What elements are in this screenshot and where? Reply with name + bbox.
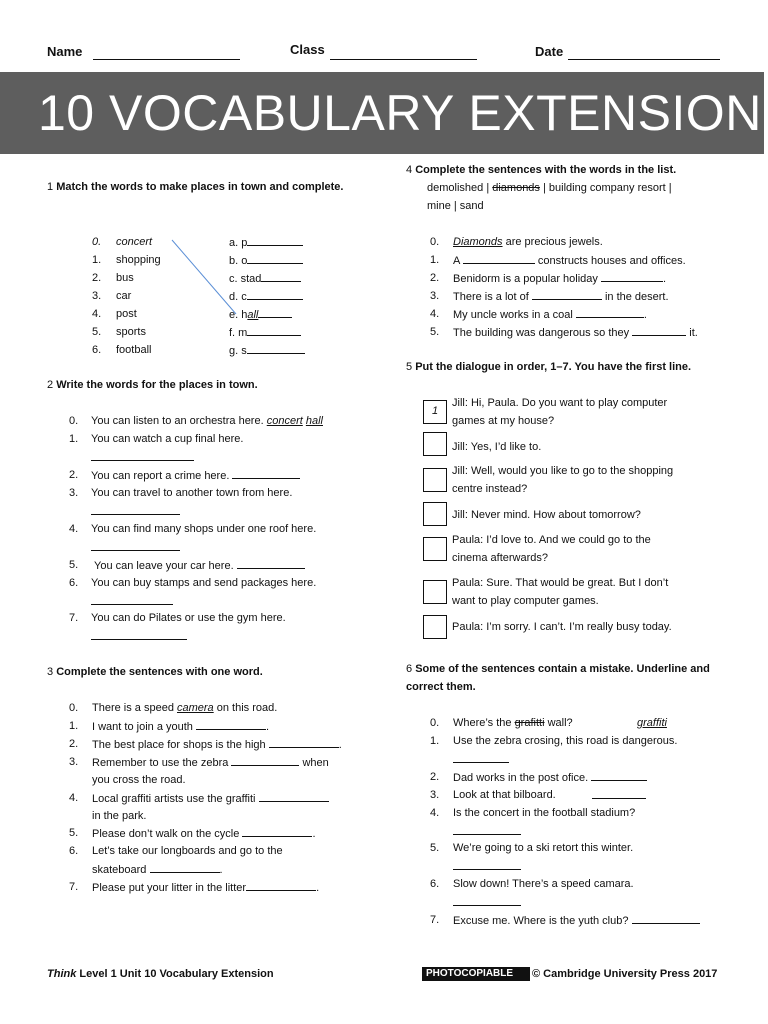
match-option[interactable]: c. stad (229, 271, 301, 286)
item-number: 7. (430, 914, 440, 926)
item-number: 4. (430, 807, 440, 819)
section-6-title (406, 660, 726, 696)
photocopiable-badge: PHOTOCOPIABLE (422, 967, 530, 981)
item-number: 5. (430, 842, 440, 854)
answer-blank[interactable] (453, 752, 509, 767)
item-text[interactable]: Excuse me. Where is the yuth club? (453, 913, 700, 928)
item-text: You can listen to an orchestra here. concert hall (91, 415, 323, 427)
match-num: 5. (92, 326, 102, 338)
page-title: 10 VOCABULARY EXTENSION (38, 85, 762, 141)
item-number: 4. (430, 308, 440, 320)
item-text: Diamonds are precious jewels. (453, 236, 603, 248)
date-field[interactable] (568, 59, 720, 60)
match-num: 1. (92, 254, 102, 266)
item-text: You can watch a cup final here. (91, 433, 244, 445)
answer-blank[interactable] (91, 450, 194, 465)
word-list: demolished | diamonds | building company resort | (427, 182, 672, 194)
dialogue-line: Jill: Yes, I’d like to. (452, 441, 542, 453)
class-field[interactable] (330, 59, 477, 60)
order-box[interactable] (423, 432, 447, 456)
item-text[interactable]: I want to join a youth . (92, 721, 270, 733)
match-option[interactable]: e. hall (229, 307, 292, 322)
item-text: You can buy stamps and send packages here. (91, 577, 317, 589)
item-number: 5. (430, 326, 440, 338)
match-num: 3. (92, 290, 102, 302)
date-label: Date (535, 44, 564, 59)
order-box[interactable] (423, 615, 447, 639)
answer-blank[interactable] (91, 504, 180, 519)
match-num: 6. (92, 344, 102, 356)
item-text[interactable]: Look at that bilboard. (453, 789, 556, 801)
class-label: Class (290, 42, 325, 57)
item-text: You can find many shops under one roof here. (91, 523, 317, 535)
item-number: 2. (430, 272, 440, 284)
item-number: 1. (69, 720, 79, 732)
section-4-instruction: Complete the sentences with the words in the list. (415, 164, 677, 176)
item-text[interactable]: Dad works in the post ofice. (453, 770, 647, 785)
item-text[interactable]: There is a lot of in the desert. (453, 291, 669, 303)
item-number: 0. (69, 702, 79, 714)
name-field[interactable] (93, 59, 240, 60)
answer-blank[interactable] (453, 859, 521, 874)
match-option[interactable]: g. s (229, 343, 305, 358)
section-1-instruction: Match the words to make places in town and complete. (56, 181, 344, 193)
item-number: 1. (69, 433, 79, 445)
item-number: 0. (430, 236, 440, 248)
item-text[interactable]: We’re going to a ski retort this winter. (453, 842, 634, 854)
dialogue-line: centre instead? (452, 483, 528, 495)
match-word: shopping (116, 254, 161, 266)
footer-book: Think (47, 968, 77, 980)
answer-blank[interactable] (91, 540, 180, 555)
item-text: Let’s take our longboards and go to the (92, 845, 283, 857)
match-word: bus (116, 272, 134, 284)
match-word: sports (116, 326, 146, 338)
dialogue-line: games at my house? (452, 415, 555, 427)
section-5-title (406, 358, 736, 376)
item-text[interactable]: My uncle works in a coal . (453, 309, 647, 321)
item-text: in the park. (92, 810, 147, 822)
section-number: 2 (47, 379, 54, 391)
item-text[interactable]: Benidorm is a popular holiday . (453, 273, 667, 285)
match-num: 2. (92, 272, 102, 284)
section-3-title (47, 663, 367, 681)
item-number: 2. (430, 771, 440, 783)
dialogue-line: Jill: Well, would you like to go to the shopping (452, 465, 674, 477)
match-option[interactable]: b. o (229, 253, 303, 268)
section-4-title (406, 161, 726, 179)
section-number: 4 (406, 164, 413, 176)
match-word: football (116, 344, 152, 356)
dialogue-line: Paula: I’d love to. And we could go to the (452, 534, 651, 546)
match-option[interactable]: f. m (229, 325, 301, 340)
answer-blank[interactable] (91, 629, 187, 644)
match-word: car (116, 290, 132, 302)
item-text: You can travel to another town from here. (91, 487, 293, 499)
answer-blank[interactable] (453, 895, 521, 910)
section-5-instruction: Put the dialogue in order, 1–7. You have the first line. (415, 361, 692, 373)
section-1-title (47, 178, 347, 196)
item-text: There is a speed camera on this road. (92, 702, 278, 714)
item-text[interactable]: The best place for shops is the high . (92, 739, 342, 751)
order-box[interactable] (423, 502, 447, 526)
item-number: 1. (430, 735, 440, 747)
section-number: 3 (47, 666, 54, 678)
answer-blank[interactable] (91, 594, 173, 609)
section-number: 6 (406, 663, 413, 675)
match-word: concert (116, 236, 153, 248)
order-box[interactable] (423, 468, 447, 492)
item-number: 3. (69, 487, 79, 499)
item-number: 6. (430, 878, 440, 890)
item-text[interactable]: The building was dangerous so they it. (453, 327, 698, 339)
item-number: 7. (69, 881, 79, 893)
match-line (160, 232, 260, 322)
item-number: 0. (69, 415, 79, 427)
item-number: 3. (430, 290, 440, 302)
name-label: Name (47, 44, 83, 59)
match-option[interactable]: a. p (229, 235, 303, 250)
item-number: 0. (430, 717, 440, 729)
item-text: Where’s the grafitti wall? (453, 717, 573, 729)
answer-blank[interactable] (592, 788, 646, 803)
item-number: 3. (430, 789, 440, 801)
item-text[interactable]: A constructs houses and offices. (453, 255, 686, 267)
word-list-line-2: mine | sand (427, 200, 484, 212)
item-text: You can do Pilates or use the gym here. (91, 612, 286, 624)
item-number: 4. (69, 523, 79, 535)
match-num: 4. (92, 308, 102, 320)
item-text: you cross the road. (92, 774, 186, 786)
item-number: 6. (69, 577, 79, 589)
item-number: 2. (69, 738, 79, 750)
order-box[interactable] (423, 580, 447, 604)
item-text[interactable]: Is the concert in the football stadium? (453, 807, 636, 819)
match-word: post (116, 308, 137, 320)
section-6-instruction: Some of the sentences contain a mistake. Underline and correct them. (406, 663, 710, 693)
item-text[interactable]: You can leave your car here. (94, 558, 305, 573)
section-3-instruction: Complete the sentences with one word. (56, 666, 263, 678)
footer-unit: Level 1 Unit 10 Vocabulary Extension (79, 968, 274, 980)
order-box[interactable] (423, 537, 447, 561)
section-number: 5 (406, 361, 413, 373)
match-num: 0. (92, 236, 102, 248)
dialogue-line: cinema afterwards? (452, 552, 548, 564)
item-text[interactable]: Please put your litter in the litter . (92, 882, 320, 894)
dialogue-line: Paula: Sure. That would be great. But I don’t (452, 577, 669, 589)
dialogue-line: Jill: Hi, Paula. Do you want to play computer (452, 397, 668, 409)
item-number: 5. (69, 827, 79, 839)
section-2-instruction: Write the words for the places in town. (56, 379, 258, 391)
copyright: © Cambridge University Press 2017 (532, 968, 718, 980)
match-option[interactable]: d. c (229, 289, 303, 304)
item-text[interactable]: Local graffiti artists use the graffiti (92, 791, 329, 806)
dialogue-line: Jill: Never mind. How about tomorrow? (452, 509, 641, 521)
section-number: 1 (47, 181, 54, 193)
item-number: 1. (430, 254, 440, 266)
answer-blank[interactable] (453, 824, 521, 839)
item-number: 2. (69, 469, 79, 481)
item-text[interactable]: Remember to use the zebra when (92, 757, 329, 769)
item-text[interactable]: You can report a crime here. (91, 468, 300, 483)
dialogue-line: want to play computer games. (452, 595, 599, 607)
footer-title (47, 968, 274, 980)
order-box[interactable] (423, 400, 447, 424)
section-2-title (47, 376, 367, 394)
item-text[interactable]: Please don’t walk on the cycle . (92, 828, 316, 840)
item-number: 3. (69, 756, 79, 768)
correction: graffiti (637, 717, 667, 729)
item-number: 4. (69, 792, 79, 804)
dialogue-line: Paula: I’m sorry. I can’t. I’m really busy today. (452, 621, 672, 633)
order-box-value: 1 (432, 405, 439, 417)
item-number: 6. (69, 845, 79, 857)
item-text[interactable]: Slow down! There’s a speed camara. (453, 878, 634, 890)
item-text[interactable]: skateboard . (92, 864, 223, 876)
item-text[interactable]: Use the zebra crosing, this road is dangerous. (453, 735, 678, 747)
item-number: 5. (69, 559, 79, 571)
item-number: 7. (69, 612, 79, 624)
